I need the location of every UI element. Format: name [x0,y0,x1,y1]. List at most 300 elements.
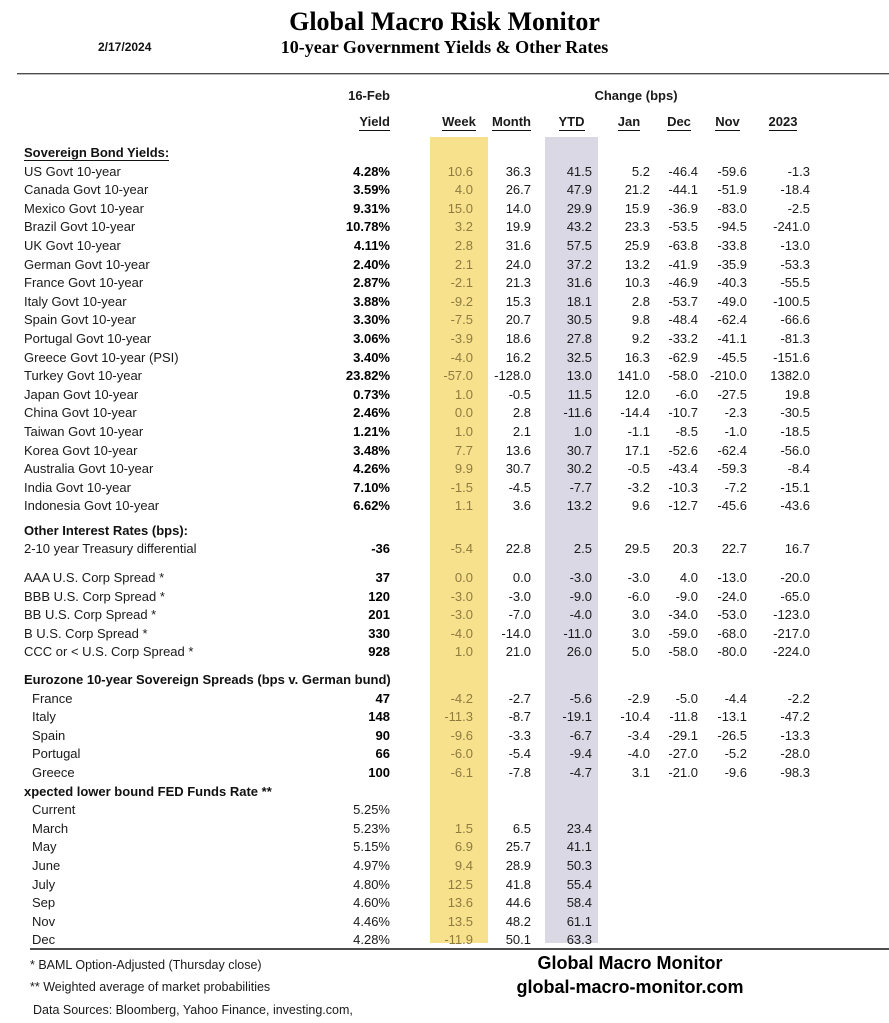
week-change: -9.6 [450,727,473,743]
year2023-change: -53.3 [780,256,810,272]
row-label: Nov [32,913,56,929]
label-column-header [0,114,330,136]
week-change: 12.5 [447,876,473,892]
yield-value: 148 [368,709,390,725]
ytd-change: -11.6 [563,405,592,421]
jan-change [598,857,652,876]
dec-change: -11.8 [669,709,698,725]
nov-change: -41.1 [717,330,747,346]
yield-value: 120 [368,588,390,604]
year2023-change [749,857,813,876]
yield-value: 4.80% [353,876,390,892]
page-title: Global Macro Risk Monitor [289,7,600,36]
row-label: German Govt 10-year [24,256,150,272]
ytd-change: 47.9 [566,182,592,198]
brand-url: global-macro-monitor.com [516,977,744,997]
ytd-change: 55.4 [566,876,592,892]
yield-value: 2.87% [353,275,390,291]
row-label: Japan Govt 10-year [24,386,139,402]
jan-change: 29.5 [624,541,650,557]
month-change: -3.0 [508,588,531,604]
jan-change: 9.8 [631,312,650,328]
jan-change: -1.1 [627,423,650,439]
yield-value: 4.97% [353,857,390,873]
row-label: Italy Govt 10-year [24,293,127,309]
ytd-change: -4.7 [569,765,592,780]
table-row [0,857,815,876]
jan-change [598,820,652,839]
week-change: 1.1 [454,498,473,514]
dec-change: -63.8 [668,237,698,253]
dec-change: -29.1 [668,727,698,743]
month-column-header: Month [492,114,531,129]
jan-column-header: Jan [617,114,641,129]
month-change: 26.7 [505,182,531,198]
jan-change: -4.0 [627,746,650,762]
table-row [0,218,815,237]
nov-change: -59.6 [717,163,747,179]
year2023-change: -2.2 [787,690,810,706]
yield-value: 3.88% [353,293,390,309]
dec-change: -53.7 [668,293,698,309]
section-title [0,144,815,163]
jan-change: -6.0 [627,588,650,604]
asof-date-header: 16-Feb [348,88,390,103]
ytd-change: 43.2 [566,219,592,235]
label-column-spacer [0,88,330,108]
month-change: -128.0 [494,368,531,384]
yield-value: 0.73% [353,386,390,402]
ytd-column-header: YTD [558,114,585,129]
table-row [0,423,815,442]
table-row [0,256,815,275]
dec-change: -21.0 [668,765,698,780]
table-row [0,200,815,219]
table-row [0,801,815,820]
jan-change [598,931,652,950]
yield-value: -36 [371,541,390,557]
ytd-change: 30.2 [566,461,592,477]
row-label: Taiwan Govt 10-year [24,423,144,439]
ytd-change: -9.0 [569,588,592,604]
table-row [0,181,815,200]
week-change: -4.2 [450,690,473,706]
month-change: 36.3 [505,163,531,179]
row-label: Turkey Govt 10-year [24,368,143,384]
month-change: 2.8 [512,405,531,421]
week-change: 15.0 [447,200,473,216]
week-column-header: Week [442,114,476,129]
month-change: 2.1 [512,423,531,439]
nov-change: -62.4 [717,312,747,328]
row-label: Australia Govt 10-year [24,461,154,477]
row-label: China Govt 10-year [24,405,137,421]
yield-value: 4.46% [353,913,390,929]
ytd-change: 63.3 [566,932,592,948]
ytd-change: 58.4 [566,895,592,911]
week-change: 0.0 [454,570,473,586]
ytd-change: -9.4 [569,746,592,762]
ytd-change: 41.5 [566,163,592,179]
week-change: -1.5 [450,479,473,495]
yield-value: 1.21% [353,423,390,439]
week-change: 1.0 [454,644,473,660]
jan-change: -2.9 [627,690,650,706]
nov-change: -9.6 [724,765,747,780]
month-change: 6.5 [512,820,531,836]
dec-change: -8.5 [675,423,698,439]
year2023-change: -55.5 [780,275,810,291]
year2023-change [749,801,813,820]
year2023-change: -151.6 [773,349,810,365]
yield-value: 2.40% [353,256,390,272]
week-change: 4.0 [454,182,473,198]
jan-change: 5.0 [631,644,650,660]
yield-value: 66 [375,746,390,762]
row-label: Greece [32,765,75,780]
ytd-change: 27.8 [566,330,592,346]
year2023-change [749,913,813,932]
table-row [0,876,815,895]
nov-change: -59.3 [717,461,747,477]
yield-value: 7.10% [353,479,390,495]
year2023-change: -217.0 [773,625,810,641]
month-change: 16.2 [505,349,531,365]
year2023-change [749,931,813,950]
dec-change: -59.0 [668,625,698,641]
table-row [0,931,815,950]
nov-change [700,894,749,913]
dec-change: -58.0 [668,644,698,660]
jan-change [598,913,652,932]
nov-change: -51.9 [717,182,747,198]
jan-change: -0.5 [627,461,650,477]
table-row [0,745,815,764]
jan-change: 3.0 [631,625,650,641]
table-row [0,894,815,913]
dec-change: -53.5 [668,219,698,235]
nov-change: -1.0 [724,423,747,439]
table-row [0,913,815,932]
dec-change: -6.0 [675,386,698,402]
row-label: BBB U.S. Corp Spread * [24,588,165,604]
section-title [0,671,815,690]
week-change: -5.4 [450,541,473,557]
month-change: 19.9 [505,219,531,235]
row-label: Spain [32,727,66,743]
nov-change: -94.5 [717,219,747,235]
month-change: -7.0 [508,607,531,623]
year2023-change: -18.4 [780,182,810,198]
yield-value: 3.48% [353,442,390,458]
jan-change [598,894,652,913]
dec-change: 20.3 [672,541,698,557]
month-change: -14.0 [501,625,531,641]
nov-change: -35.9 [717,256,747,272]
ytd-change: 37.2 [566,256,592,272]
week-change [430,801,488,820]
row-label: Greece Govt 10-year (PSI) [24,349,179,365]
ytd-change: 11.5 [567,386,592,402]
year2023-change [749,876,813,895]
jan-change: 21.2 [624,182,650,198]
week-change: -7.5 [450,312,473,328]
nov-change: -45.6 [717,498,747,514]
jan-change: -10.4 [620,709,650,725]
page-subtitle: 10-year Government Yields & Other Rates [280,37,609,57]
dec-change: -48.4 [668,312,698,328]
table-row [0,349,815,368]
row-label: Current [32,802,76,818]
ytd-change: 2.5 [573,541,592,557]
ytd-change: 13.0 [566,368,592,384]
section-title-text: xpected lower bound FED Funds Rate ** [24,783,272,799]
week-change: -9.2 [450,293,473,309]
week-change: 13.5 [447,913,473,929]
jan-change [598,876,652,895]
row-label: Canada Govt 10-year [24,182,149,198]
dec-column-header: Dec [667,114,691,129]
week-change: -6.1 [450,765,473,780]
column-group-header [0,88,815,108]
table-row [0,163,815,182]
jan-change: 25.9 [624,237,650,253]
year2023-change: -18.5 [780,423,810,439]
week-change: 1.0 [454,386,473,402]
month-change: 20.7 [505,312,531,328]
yield-value: 5.25% [353,802,390,818]
nov-column-header: Nov [715,114,740,129]
jan-change [598,838,652,857]
week-change: -3.0 [450,588,473,604]
ytd-change: -6.7 [569,727,592,743]
ytd-change: 30.5 [566,312,592,328]
week-change: 9.4 [454,857,473,873]
yield-value: 47 [375,690,390,706]
jan-change: 9.2 [631,330,650,346]
ytd-change: 26.0 [566,644,592,660]
nov-change [700,838,749,857]
row-label: Mexico Govt 10-year [24,200,144,216]
nov-change: -2.3 [724,405,747,421]
table-row [0,404,815,423]
year2023-change: -241.0 [773,219,810,235]
week-change: 10.6 [447,163,473,179]
year2023-change: -56.0 [780,442,810,458]
section-title-text: Eurozone 10-year Sovereign Spreads (bps v. German bund) [24,672,391,688]
ytd-change: 29.9 [566,200,592,216]
jan-change [598,801,652,820]
table-row [0,386,815,405]
table-row [0,367,815,386]
table-row [0,237,815,256]
nov-change: -62.4 [717,442,747,458]
yield-value: 201 [368,607,390,623]
yield-value: 3.40% [353,349,390,365]
ytd-change: 30.7 [566,442,592,458]
nov-change [700,801,749,820]
yield-value: 4.11% [353,237,390,253]
dec-change: -44.1 [668,182,698,198]
year2023-change: -30.5 [780,405,810,421]
month-change: -5.4 [508,746,531,762]
row-label: Brazil Govt 10-year [24,219,136,235]
ytd-change: 31.6 [566,275,592,291]
week-change: -3.9 [450,330,473,346]
ytd-change: -5.6 [569,690,592,706]
nov-change: 22.7 [721,541,747,557]
ytd-change [545,801,598,820]
year2023-change: -224.0 [773,644,810,660]
row-label: Portugal Govt 10-year [24,330,152,346]
row-label: Dec [32,932,56,948]
section-title [0,522,815,541]
year2023-change: -123.0 [773,607,810,623]
row-label: India Govt 10-year [24,479,131,495]
dec-change: -58.0 [668,368,698,384]
year2023-change: -47.2 [780,709,810,725]
nov-change: -13.1 [717,709,747,725]
nov-change: -33.8 [717,237,747,253]
yield-value: 4.28% [353,932,390,948]
dec-change: -46.4 [668,163,698,179]
year2023-change [749,838,813,857]
dec-change: 4.0 [679,570,698,586]
year2023-change: -15.1 [780,479,810,495]
year2023-change: -43.6 [780,498,810,514]
row-label: France Govt 10-year [24,275,144,291]
yield-value: 5.15% [353,839,390,855]
year2023-change: 19.8 [784,386,810,402]
change-group-header: Change (bps) [594,88,678,103]
brand-name: Global Macro Monitor [537,953,723,973]
dec-change: -46.9 [668,275,698,291]
table-row [0,690,815,709]
yield-value: 100 [368,765,390,780]
dec-change: -33.2 [668,330,698,346]
dec-change: -10.7 [668,405,698,421]
jan-change: 12.0 [624,386,650,402]
row-label: UK Govt 10-year [24,237,121,253]
dec-change [652,894,700,913]
dec-change: -10.3 [668,479,698,495]
dec-change [652,931,700,950]
year2023-change [749,894,813,913]
section-title-text: Other Interest Rates (bps): [24,522,188,538]
table-row [0,643,815,662]
month-change: 13.6 [505,442,531,458]
month-change: -7.8 [508,765,531,780]
table-row [0,330,815,349]
year2023-change: 1382.0 [770,368,810,384]
nov-change: -49.0 [717,293,747,309]
ytd-change: -19.1 [562,709,592,725]
yield-value: 9.31% [353,200,390,216]
ytd-change: -11.0 [563,625,592,641]
jan-change: 17.1 [624,442,650,458]
row-label: 2-10 year Treasury differential [24,541,197,557]
ytd-change: 41.1 [566,839,592,855]
ytd-change: -4.0 [569,607,592,623]
table-row [0,764,815,783]
nov-change: -45.5 [717,349,747,365]
week-change: 13.6 [447,895,473,911]
week-change: 9.9 [454,461,473,477]
dec-change: -9.0 [675,588,698,604]
month-change: 25.7 [505,839,531,855]
month-change: 3.6 [512,498,531,514]
yield-value: 5.23% [353,820,390,836]
nov-change [700,857,749,876]
jan-change: 23.3 [624,219,650,235]
dec-change: -43.4 [668,461,698,477]
ytd-change: -7.7 [569,479,592,495]
year2023-change: -28.0 [780,746,810,762]
row-label: May [32,839,57,855]
table-row [0,311,815,330]
row-label: June [32,857,61,873]
month-change: 14.0 [505,200,531,216]
table-row [0,606,815,625]
week-change: 7.7 [454,442,473,458]
year2023-change: -1.3 [787,163,810,179]
dec-change [652,801,700,820]
year2023-change: -65.0 [780,588,810,604]
ytd-change: 57.5 [566,237,592,253]
year2023-change: -98.3 [780,765,810,780]
year2023-change: 16.7 [784,541,810,557]
month-change: 0.0 [512,570,531,586]
row-label: AAA U.S. Corp Spread * [24,570,165,586]
footnote-baml: * BAML Option-Adjusted (Thursday close) [30,958,262,972]
month-change: 50.1 [505,932,531,948]
yield-value: 90 [375,727,390,743]
table-row [0,293,815,312]
table-row [0,820,815,839]
month-change: -8.7 [508,709,531,725]
jan-change: 15.9 [624,200,650,216]
table-row [0,569,815,588]
week-change: -3.0 [450,607,473,623]
ytd-change: 23.4 [566,820,592,836]
row-label: July [32,876,56,892]
table-row [0,838,815,857]
week-change: 0.0 [454,405,473,421]
ytd-change: 18.1 [566,293,592,309]
row-label: B U.S. Corp Spread * [24,625,148,641]
row-label: US Govt 10-year [24,163,121,179]
nov-change [700,913,749,932]
jan-change: 5.2 [631,163,650,179]
week-change: 2.1 [454,256,473,272]
section-title [0,783,815,802]
dec-change: -27.0 [668,746,698,762]
table-row [0,727,815,746]
ytd-change: 61.1 [566,913,592,929]
table-body [0,144,815,950]
nov-change: -68.0 [717,625,747,641]
nov-change: -83.0 [717,200,747,216]
year2023-change: -2.5 [787,200,810,216]
dec-change: -62.9 [668,349,698,365]
week-change: -6.0 [450,746,473,762]
nov-change [700,931,749,950]
row-label: March [32,820,69,836]
yield-value: 37 [375,570,390,586]
year2023-change: -20.0 [780,570,810,586]
table-row [0,625,815,644]
jan-change: 13.2 [624,256,650,272]
